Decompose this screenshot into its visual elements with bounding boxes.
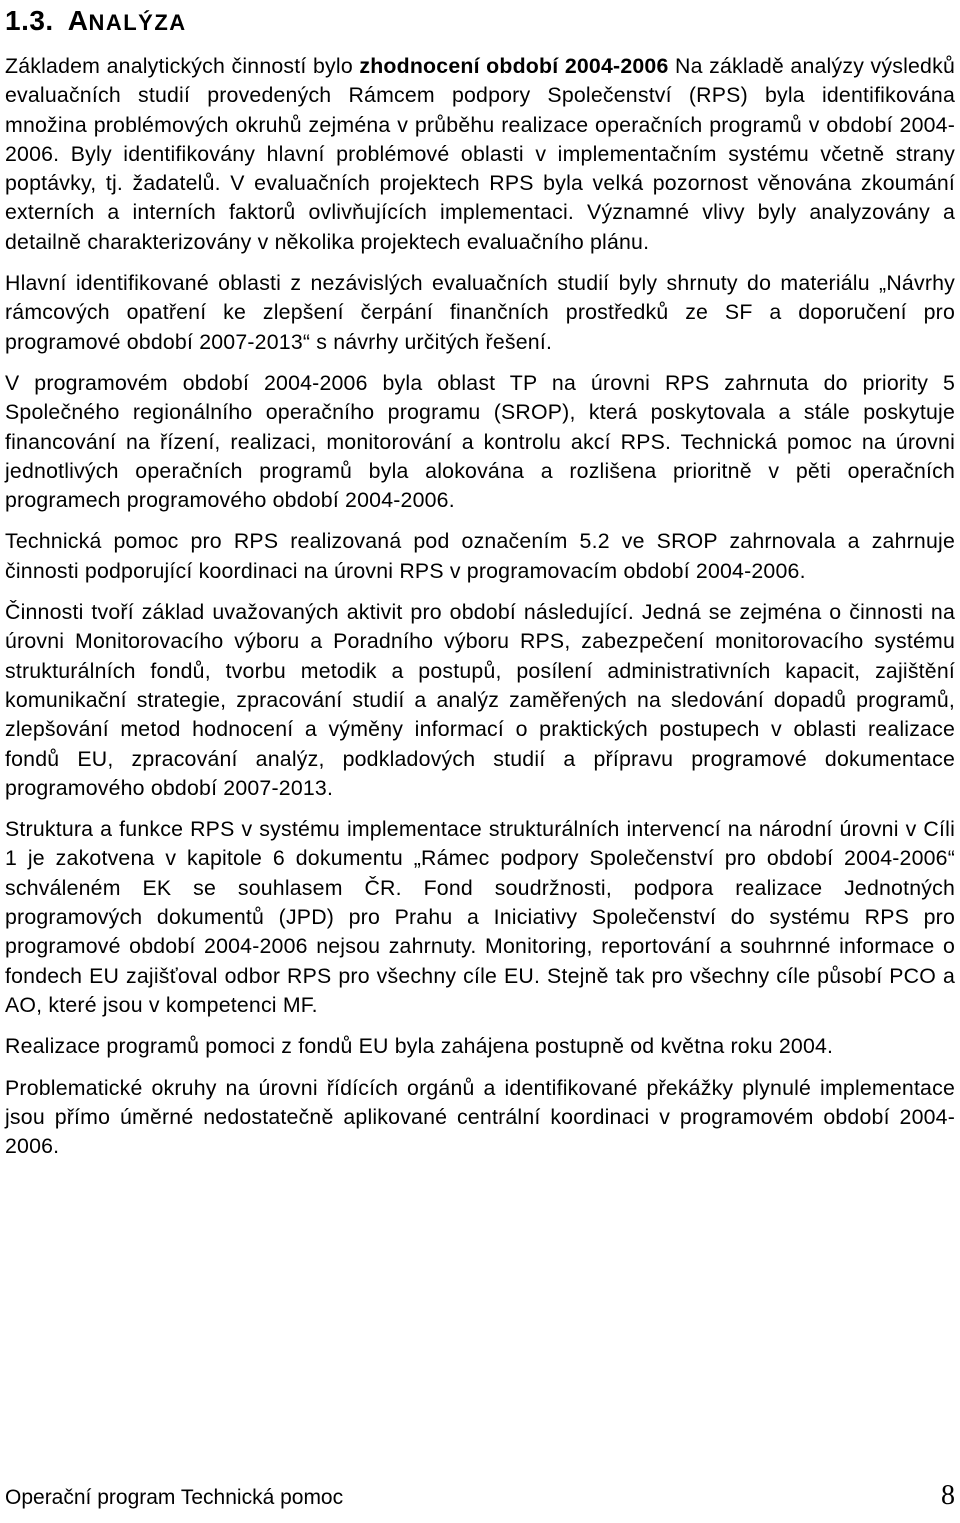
paragraph-evaluation-areas: Hlavní identifikované oblasti z nezávislých evaluačních studií byly shrnuty do materiálu „Návrhy rámcových opatření ke zlepšení čerpání finančních prostředků ze SF a doporučení pro programové období 2007-2013“ s návrhy určitých řešení. (5, 271, 955, 354)
section-title-initial: A (67, 5, 89, 36)
paragraph-intro-rest: Na základě analýzy výsledků evaluačních studií provedených Rámcem podpory Společenství (RPS) byla identifikována množina problémových okruhů zejména v průběhu realizace operačních programů v období 2004-2006. Byly identifikovány hlavní problémové oblasti v implementačním systému včetně strany poptávky, tj. žadatelů. V evaluačních projektech RPS byla velká pozornost věnována zkoumání externích a interních faktorů ovlivňujících implementaci. Významné vlivy byly analyzovány a detailně charakterizovány v několika projektech evaluačního plánu. (5, 54, 955, 254)
footer-title: Operační program Technická pomoc (5, 1486, 344, 1509)
paragraph-realization: Realizace programů pomoci z fondů EU byla zahájena postupně od května roku 2004. (5, 1034, 834, 1059)
document-page (5, 0, 955, 1173)
page-footer (5, 1478, 955, 1518)
paragraph-structure: Struktura a funkce RPS v systému implementace strukturálních intervencí na národní úrovni v Cíli 1 je zakotvena v kapitole 6 dokumentu „Rámec podpory Společenství pro období 2004-2006“ schváleném EK se souhlasem ČR. Fond soudržnosti, podpora realizace Jednotných programových dokumentů (JPD) pro Prahu a Iniciativy Společenství do systému RPS pro programové období 2004-2006 nejsou zahrnuty. Monitoring, reportování a souhrnné informace o fondech EU zajišťoval odbor RPS pro všechny cíle EU. Stejně tak pro všechny cíle působí PCO a AO, které jsou v kompetenci MF. (5, 817, 955, 1017)
page-number: 8 (941, 1480, 955, 1511)
paragraph-activities: Činnosti tvoří základ uvažovaných aktivit pro období následující. Jedná se zejména o činnosti na úrovni Monitorovacího výboru a Poradního výboru RPS, zabezpečení monitorovacího systému strukturálních fondů, tvorbu metodik a postupů, posílení administrativních kapacit, zajištění komunikační strategie, zpracování studií a analýz zaměřených na sledování dopadů programů, zlepšování metod hodnocení a výměny informací o praktických postupech v oblasti realizace fondů EU, zpracování analýz, podkladových studií a přípravu programové dokumentace programového období 2007-2013. (5, 600, 955, 800)
paragraph-problems: Problematické okruhy na úrovni řídících orgánů a identifikované překážky plynulé implementace jsou přímo úměrné nedostatečně aplikované centrální koordinaci v programovém období 2004-2006. (5, 1075, 955, 1159)
section-number: 1.3. (5, 5, 54, 36)
section-title-rest: NALÝZA (88, 10, 187, 35)
paragraph-intro-emphasis: zhodnocení období 2004-2006 (359, 54, 669, 78)
paragraph-intro (5, 52, 955, 257)
paragraph-intro-start: Základem analytických činností bylo (5, 54, 360, 78)
section-heading (5, 2, 955, 42)
paragraph-programming-period: V programovém období 2004-2006 byla oblast TP na úrovni RPS zahrnuta do priority 5 Společného regionálního operačního programu (SROP), která poskytovala a stále poskytuje financování na řízení, realizaci, monitorování a kontrolu akcí RPS. Technická pomoc na úrovni jednotlivých operačních programů byla alokována a rozlišena prioritně v pěti operačních programech programového období 2004-2006. (5, 370, 955, 513)
paragraph-technical-assistance: Technická pomoc pro RPS realizovaná pod označením 5.2 ve SROP zahrnovala a zahrnuje činnosti podporující koordinaci na úrovni RPS v programovacím období 2004-2006. (5, 529, 955, 583)
